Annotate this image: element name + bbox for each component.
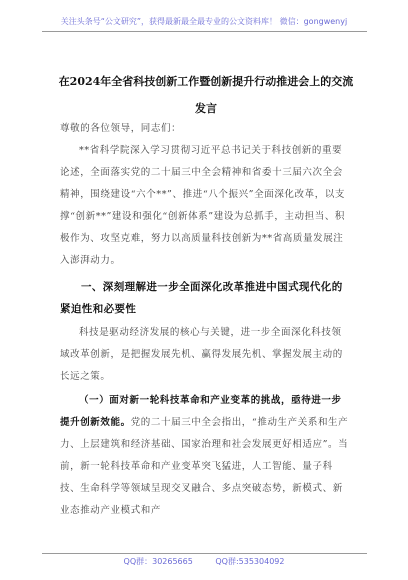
document-title: 在2024年全省科技创新工作暨创新提升行动推进会上的交流发言 [58, 75, 354, 115]
subsection-1-heading: （一）面对新一轮科技革命和产业变革的挑战，亟待进一步提升创新效能。 [60, 395, 342, 428]
footer-qq-group-1: QQ群：30265665 [123, 557, 193, 566]
footer-contacts [0, 556, 408, 567]
footer-divider [42, 553, 367, 554]
salutation: 尊敬的各位领导，同志们： [60, 123, 182, 134]
subsection-1-text: 党的二十届三中全会指出，“推动生产关系和生产力、上层建筑和经济基础、国家治理和社会发展更好相适应”。当前，新一轮科技革命和产业变革突飞猛进，人工智能、量子科技、生命科学等领域呈现交叉融合、多点突破态势，新模式、新业态推动产业模式和产 [60, 417, 349, 516]
intro-paragraph: **省科学院深入学习贯彻习近平总书记关于科技创新的重要论述，全面落实党的二十届三中全会精神和省委十三届六次全会精神，围绕建设“六个**”、推进“八个振兴”全面深化改革，以支撑“创新**”建设和强化“创新体系”建设为总抓手，主动担当、积极作为、攻坚克难，努力以高质量科技创新为**省高质量发展注入澎湃动力。 [60, 145, 346, 266]
header-promo: 关注头条号“公文研究”，获得最新最全最专业的公文资料库！ 微信：gongwenyj [60, 17, 348, 26]
footer-qq-group-2: QQ群:535304092 [215, 557, 285, 566]
subsection-1-paragraph [60, 390, 350, 522]
section-1-heading: 一、深刻理解进一步全面深化改革推进中国式现代化的紧迫性和必要性 [60, 281, 343, 315]
header-divider [42, 31, 367, 32]
section-1-paragraph: 科技是驱动经济发展的核心与关键，进一步全面深化科技领域改革创新，是把握发展先机、赢得发展先机、掌握发展主动的长远之策。 [60, 327, 343, 382]
